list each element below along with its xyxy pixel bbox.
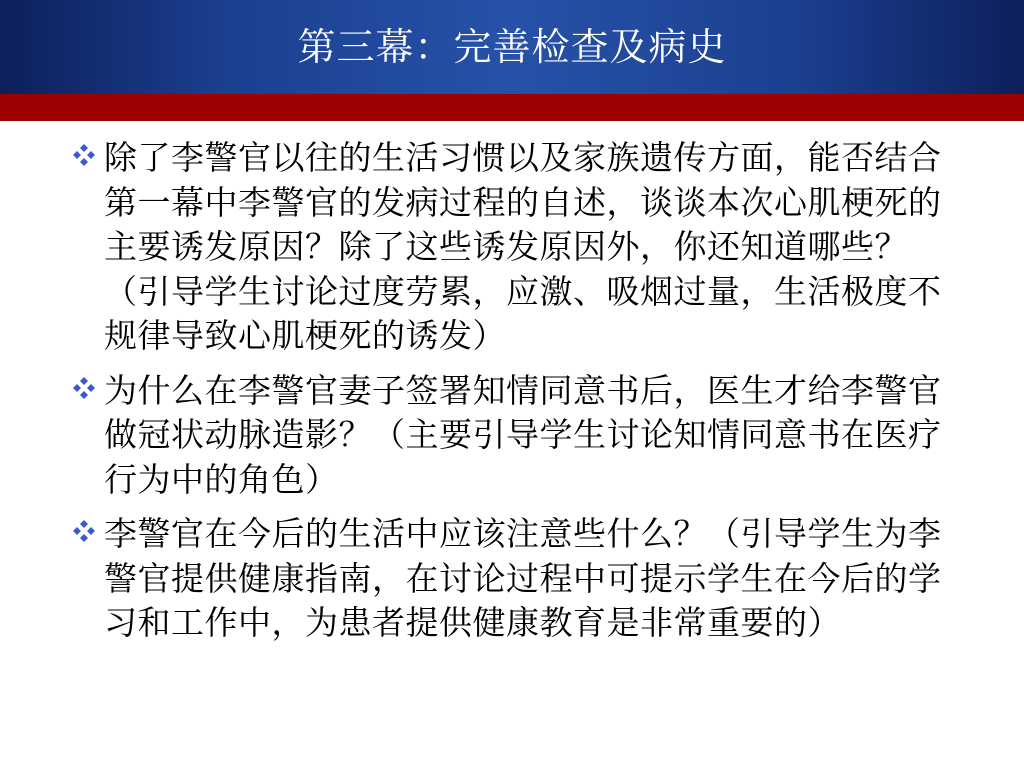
accent-stripe [0, 94, 1024, 121]
four-diamond-icon [72, 376, 96, 400]
bullet-text: 为什么在李警官妻子签署知情同意书后，医生才给李警官做冠状动脉造影？（主要引导学生讨论知情同意书在医疗行为中的角色） [104, 370, 942, 499]
bullet-item [72, 369, 942, 503]
four-diamond-icon [72, 519, 96, 543]
bullet-list [72, 136, 942, 656]
bullet-item [72, 512, 942, 646]
bullet-item [72, 136, 942, 359]
four-diamond-icon [72, 143, 96, 167]
bullet-text: 李警官在今后的生活中应该注意些什么？（引导学生为李警官提供健康指南，在讨论过程中可提示学生在今后的学习和工作中，为患者提供健康教育是非常重要的） [104, 514, 942, 642]
bullet-text: 除了李警官以往的生活习惯以及家族遗传方面，能否结合第一幕中李警官的发病过程的自述，谈谈本次心肌梗死的主要诱发原因？除了这些诱发原因外，你还知道哪些？（引导学生讨论过度劳累，应激、吸烟过量，生活极度不规律导致心肌梗死的诱发） [104, 138, 942, 355]
slide-title: 第三幕：完善检查及病史 [297, 25, 727, 69]
